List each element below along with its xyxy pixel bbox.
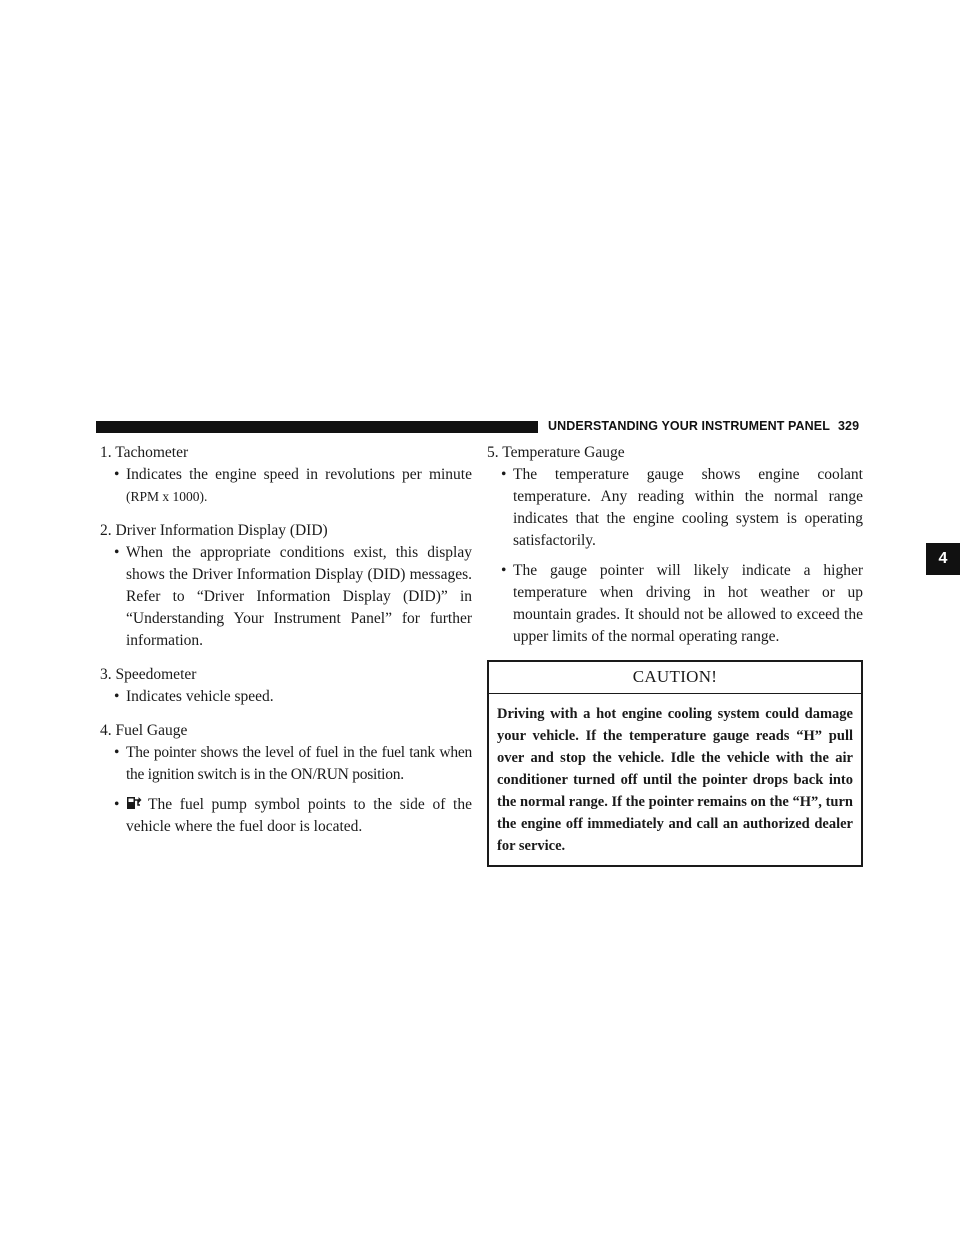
bullet: • The gauge pointer will likely indicate a higher temperature when driving in hot weather or up mountain grades. It should not be allowed to exceed the upper limits of the normal operating range.: [487, 560, 863, 648]
bullet: • When the appropriate conditions exist, this display shows the Driver Information Display (DID) messages. Refer to “Driver Information Display (DID)” in “Understanding Your Instrument Panel” for further information.: [100, 542, 472, 652]
item-title: 3. Speedometer: [100, 666, 197, 683]
section-title: UNDERSTANDING YOUR INSTRUMENT PANEL: [548, 419, 830, 433]
caution-box: [487, 660, 863, 867]
tachometer-item: [100, 442, 472, 508]
left-column: [100, 442, 472, 850]
bullet-text: The fuel pump symbol points to the side of the vehicle where the fuel door is located.: [126, 796, 472, 835]
chapter-tab: 4: [926, 543, 960, 575]
speedometer-item: [100, 664, 472, 708]
page-number: 329: [837, 419, 860, 433]
bullet: [100, 742, 472, 786]
temperature-gauge-item: [487, 442, 863, 648]
caution-title: CAUTION!: [489, 662, 861, 694]
header-rule: [96, 421, 538, 433]
did-item: [100, 520, 472, 652]
fuel-gauge-item: [100, 720, 472, 838]
item-title: 2. Driver Information Display (DID): [100, 522, 328, 539]
item-title: 1. Tachometer: [100, 444, 189, 461]
item-title: 4. Fuel Gauge: [100, 722, 188, 739]
bullet: • Indicates vehicle speed.: [100, 686, 472, 708]
fuel-pump-icon: [126, 795, 142, 809]
bullet: • The temperature gauge shows engine coolant temperature. Any reading within the normal range indicates that the engine cooling system is operating satisfactorily.: [487, 464, 863, 552]
caution-body: Driving with a hot engine cooling system could damage your vehicle. If the temperature gauge reads “H” pull over and stop the vehicle. Idle the vehicle with the air conditioner turned off until the pointer drops back into the normal range. If the pointer remains on the “H”, turn the engine off immediately and call an authorized dealer for service.: [497, 706, 853, 854]
bullet-text: The pointer shows the level of fuel in the fuel tank when the ignition switch is in the ON/RUN position.: [126, 744, 472, 783]
bullet: [100, 464, 472, 508]
bullet-text: Indicates the engine speed in revolutions per minute: [126, 466, 472, 483]
item-title: 5. Temperature Gauge: [487, 444, 625, 461]
right-column: [487, 442, 863, 867]
running-header: [548, 419, 859, 433]
bullet: [100, 794, 472, 838]
bullet-text-rpm: (RPM x 1000).: [126, 489, 208, 504]
